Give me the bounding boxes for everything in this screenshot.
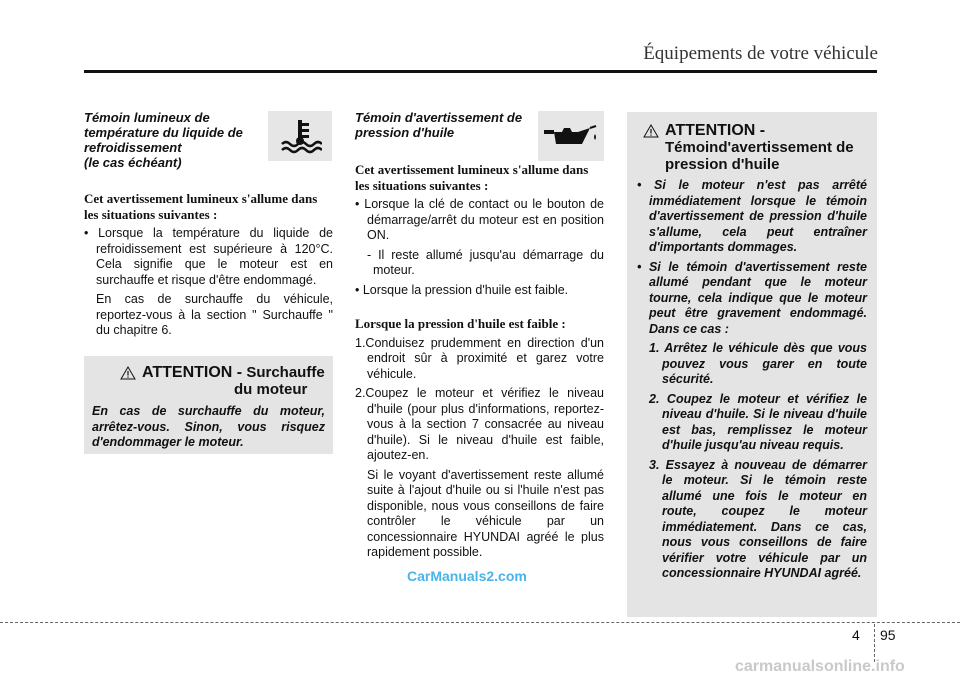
header-divider — [84, 70, 877, 73]
coolant-bullet: • Lorsque la température du liquide de refroidissement est supérieure à 120°C. Cela signifie que le moteur est en surchauffe et risque d'être endommagé. — [84, 226, 333, 287]
oil-warning-title-2: Témoind'avertissement de — [665, 139, 854, 156]
oil-low-heading: Lorsque la pression d'huile est faible : — [355, 316, 566, 331]
watermark-carmanuals2: CarManuals2.com — [407, 568, 527, 584]
oil-step-2-cont: Si le voyant d'avertissement reste allumé suite à l'ajout d'huile ou si l'huile n'est pas disponible, nous vous conseillons de faire contrôler le véhicule par un concessionnaire HYUNDAI agréé le plus rapidement possible. — [367, 467, 604, 559]
oil-warning-step-3: 3. Essayez à nouveau de démarrer le moteur. Si le témoin reste allumé une fois le moteur en route, coupez le moteur immédiatement. Dans ce cas, nous vous conseillons de faire vérifier votre véhicule par un concessionnaire HYUNDAI agréé. — [649, 457, 867, 580]
oil-pressure-icon — [538, 111, 604, 161]
oil-intro: Cet avertissement lumineux s'allume dans les situations suivantes : — [355, 162, 589, 193]
page-separator — [874, 624, 875, 662]
warning-icon — [120, 366, 136, 380]
oil-bullet-2: • Lorsque la pression d'huile est faible. — [355, 282, 569, 297]
coolant-bullet-cont: En cas de surchauffe du véhicule, reportez-vous à la section " Surchauffe " du chapitre 6. — [96, 292, 333, 337]
oil-warning-title: ATTENTION - — [637, 122, 867, 139]
oil-warning-bullet-2: • Si le témoin d'avertissement reste allumé pendant que le moteur tourne, cela indique que le moteur peut être gravement endommagé. Dans ce cas : — [637, 259, 867, 336]
watermark-carmanualsonline: carmanualsonline.info — [735, 658, 905, 675]
oil-warning-title-3: pression d'huile — [665, 156, 780, 173]
oil-warning-step-2: 2. Coupez le moteur et vérifiez le niveau d'huile. Si le niveau d'huile est bas, remplissez le moteur d'huile jusqu'au niveau requis. — [649, 391, 867, 452]
chapter-number: 4 — [852, 627, 860, 643]
coolant-temperature-icon — [268, 111, 332, 161]
oil-warning-step-1: 1. Arrêtez le véhicule dès que vous pouvez vous garer en toute sécurité. — [649, 341, 867, 386]
overheat-warning-title: ATTENTION - Surchauffe — [92, 364, 325, 381]
section-title: Équipements de votre véhicule — [643, 43, 878, 64]
oil-warning-bullet-1: • Si le moteur n'est pas arrêté immédiatement lorsque le témoin d'avertissement de pression d'huile s'allume, cela peut entraîner d'importants dommages. — [637, 178, 867, 254]
overheat-warning-box — [84, 356, 333, 454]
coolant-intro: Cet avertissement lumineux s'allume dans les situations suivantes : — [84, 191, 318, 222]
oil-bullet-1: • Lorsque la clé de contact ou le bouton de démarrage/arrêt du moteur est en position ON. — [355, 197, 604, 242]
footer-divider — [0, 622, 960, 623]
oil-step-2: 2.Coupez le moteur et vérifiez le niveau d'huile (pour plus d'informations, reportez-vous à la section 7 consacrée au niveau d'huile). Si le niveau d'huile est faible, ajoutez-en. — [355, 386, 604, 462]
oil-step-1: 1.Conduisez prudemment en direction d'un endroit sûr à proximité et garez votre véhicule. — [355, 335, 604, 381]
warning-icon — [643, 124, 659, 138]
page-number: 95 — [880, 627, 896, 643]
oil-heading: Témoin d'avertissement de pression d'huile — [355, 110, 523, 140]
oil-sub-1: - Il reste allumé jusqu'au démarrage du moteur. — [367, 247, 604, 277]
coolant-heading: Témoin lumineux de température du liquide de refroidissement (le cas échéant) — [84, 110, 243, 170]
oil-warning-box — [627, 112, 877, 617]
overheat-warning-title-2: du moteur — [234, 381, 308, 398]
overheat-warning-body: En cas de surchauffe du moteur, arrêtez-vous. Sinon, vous risquez d'endommager le moteur. — [92, 404, 325, 449]
